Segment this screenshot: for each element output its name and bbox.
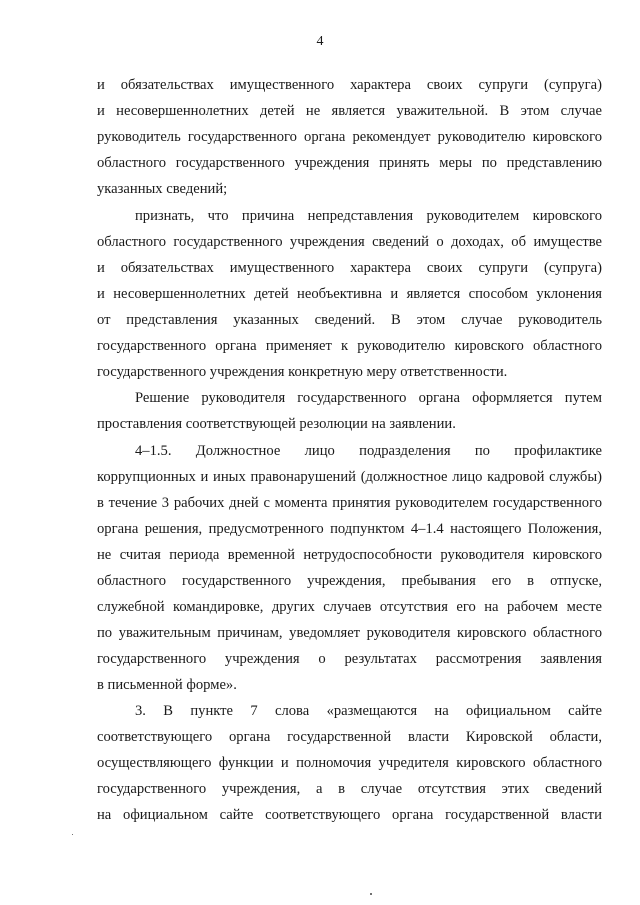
- body-text-line: областного государственного учреждения, пребывания его в отпуске,: [97, 573, 602, 589]
- scan-speck: [370, 893, 372, 895]
- body-text-line: областного государственного учреждения принять меры по представлению: [97, 155, 602, 171]
- body-text-line: и несовершеннолетних детей не является уважительной. В этом случае: [97, 103, 602, 119]
- body-text-line: в течение 3 рабочих дней с момента принятия руководителем государственного: [97, 495, 602, 511]
- body-text-line: указанных сведений;: [97, 181, 228, 197]
- body-text-line: не считая периода временной нетрудоспособности руководителя кировского: [97, 547, 602, 563]
- body-text-line: осуществляющего функции и полномочия учредителя кировского областного: [97, 755, 602, 771]
- body-text-line: руководитель государственного органа рекомендует руководителю кировского: [97, 129, 602, 145]
- body-text-line: проставления соответствующей резолюции на заявлении.: [97, 416, 456, 432]
- body-text-line: и обязательствах имущественного характера своих супруги (супруга): [97, 260, 602, 276]
- body-text-line: и несовершеннолетних детей необъективна и является способом уклонения: [97, 286, 602, 302]
- body-text-line: коррупционных и иных правонарушений (должностное лицо кадровой службы): [97, 469, 602, 485]
- body-text-line: Решение руководителя государственного органа оформляется путем: [135, 390, 602, 406]
- body-text-line: 3. В пункте 7 слова «размещаются на официальном сайте: [135, 703, 602, 719]
- body-text-line: органа решения, предусмотренного подпунктом 4–1.4 настоящего Положения,: [97, 521, 602, 537]
- body-text-line: и обязательствах имущественного характера своих супруги (супруга): [97, 77, 602, 93]
- body-text-line: признать, что причина непредставления руководителем кировского: [135, 208, 602, 224]
- body-text-line: государственного учреждения о результатах рассмотрения заявления: [97, 651, 602, 667]
- body-text-line: государственного учреждения конкретную меру ответственности.: [97, 364, 508, 380]
- body-text-line: государственного учреждения, а в случае отсутствия этих сведений: [97, 781, 602, 797]
- body-text-line: от представления указанных сведений. В этом случае руководитель: [97, 312, 602, 328]
- body-text-line: 4–1.5. Должностное лицо подразделения по профилактике: [135, 443, 602, 459]
- body-text-line: государственного органа применяет к руководителю кировского областного: [97, 338, 602, 354]
- body-text-line: соответствующего органа государственной власти Кировской области,: [97, 729, 602, 745]
- scan-speck: [72, 834, 73, 835]
- page-number: 4: [316, 34, 324, 49]
- body-text-line: по уважительным причинам, уведомляет руководителя кировского областного: [97, 625, 602, 641]
- body-text-line: областного государственного учреждения сведений о доходах, об имуществе: [97, 234, 602, 250]
- body-text-line: на официальном сайте соответствующего органа государственной власти: [97, 807, 602, 823]
- body-text-line: служебной командировке, других случаев отсутствия его на рабочем месте: [97, 599, 602, 615]
- body-text-line: в письменной форме».: [97, 677, 237, 693]
